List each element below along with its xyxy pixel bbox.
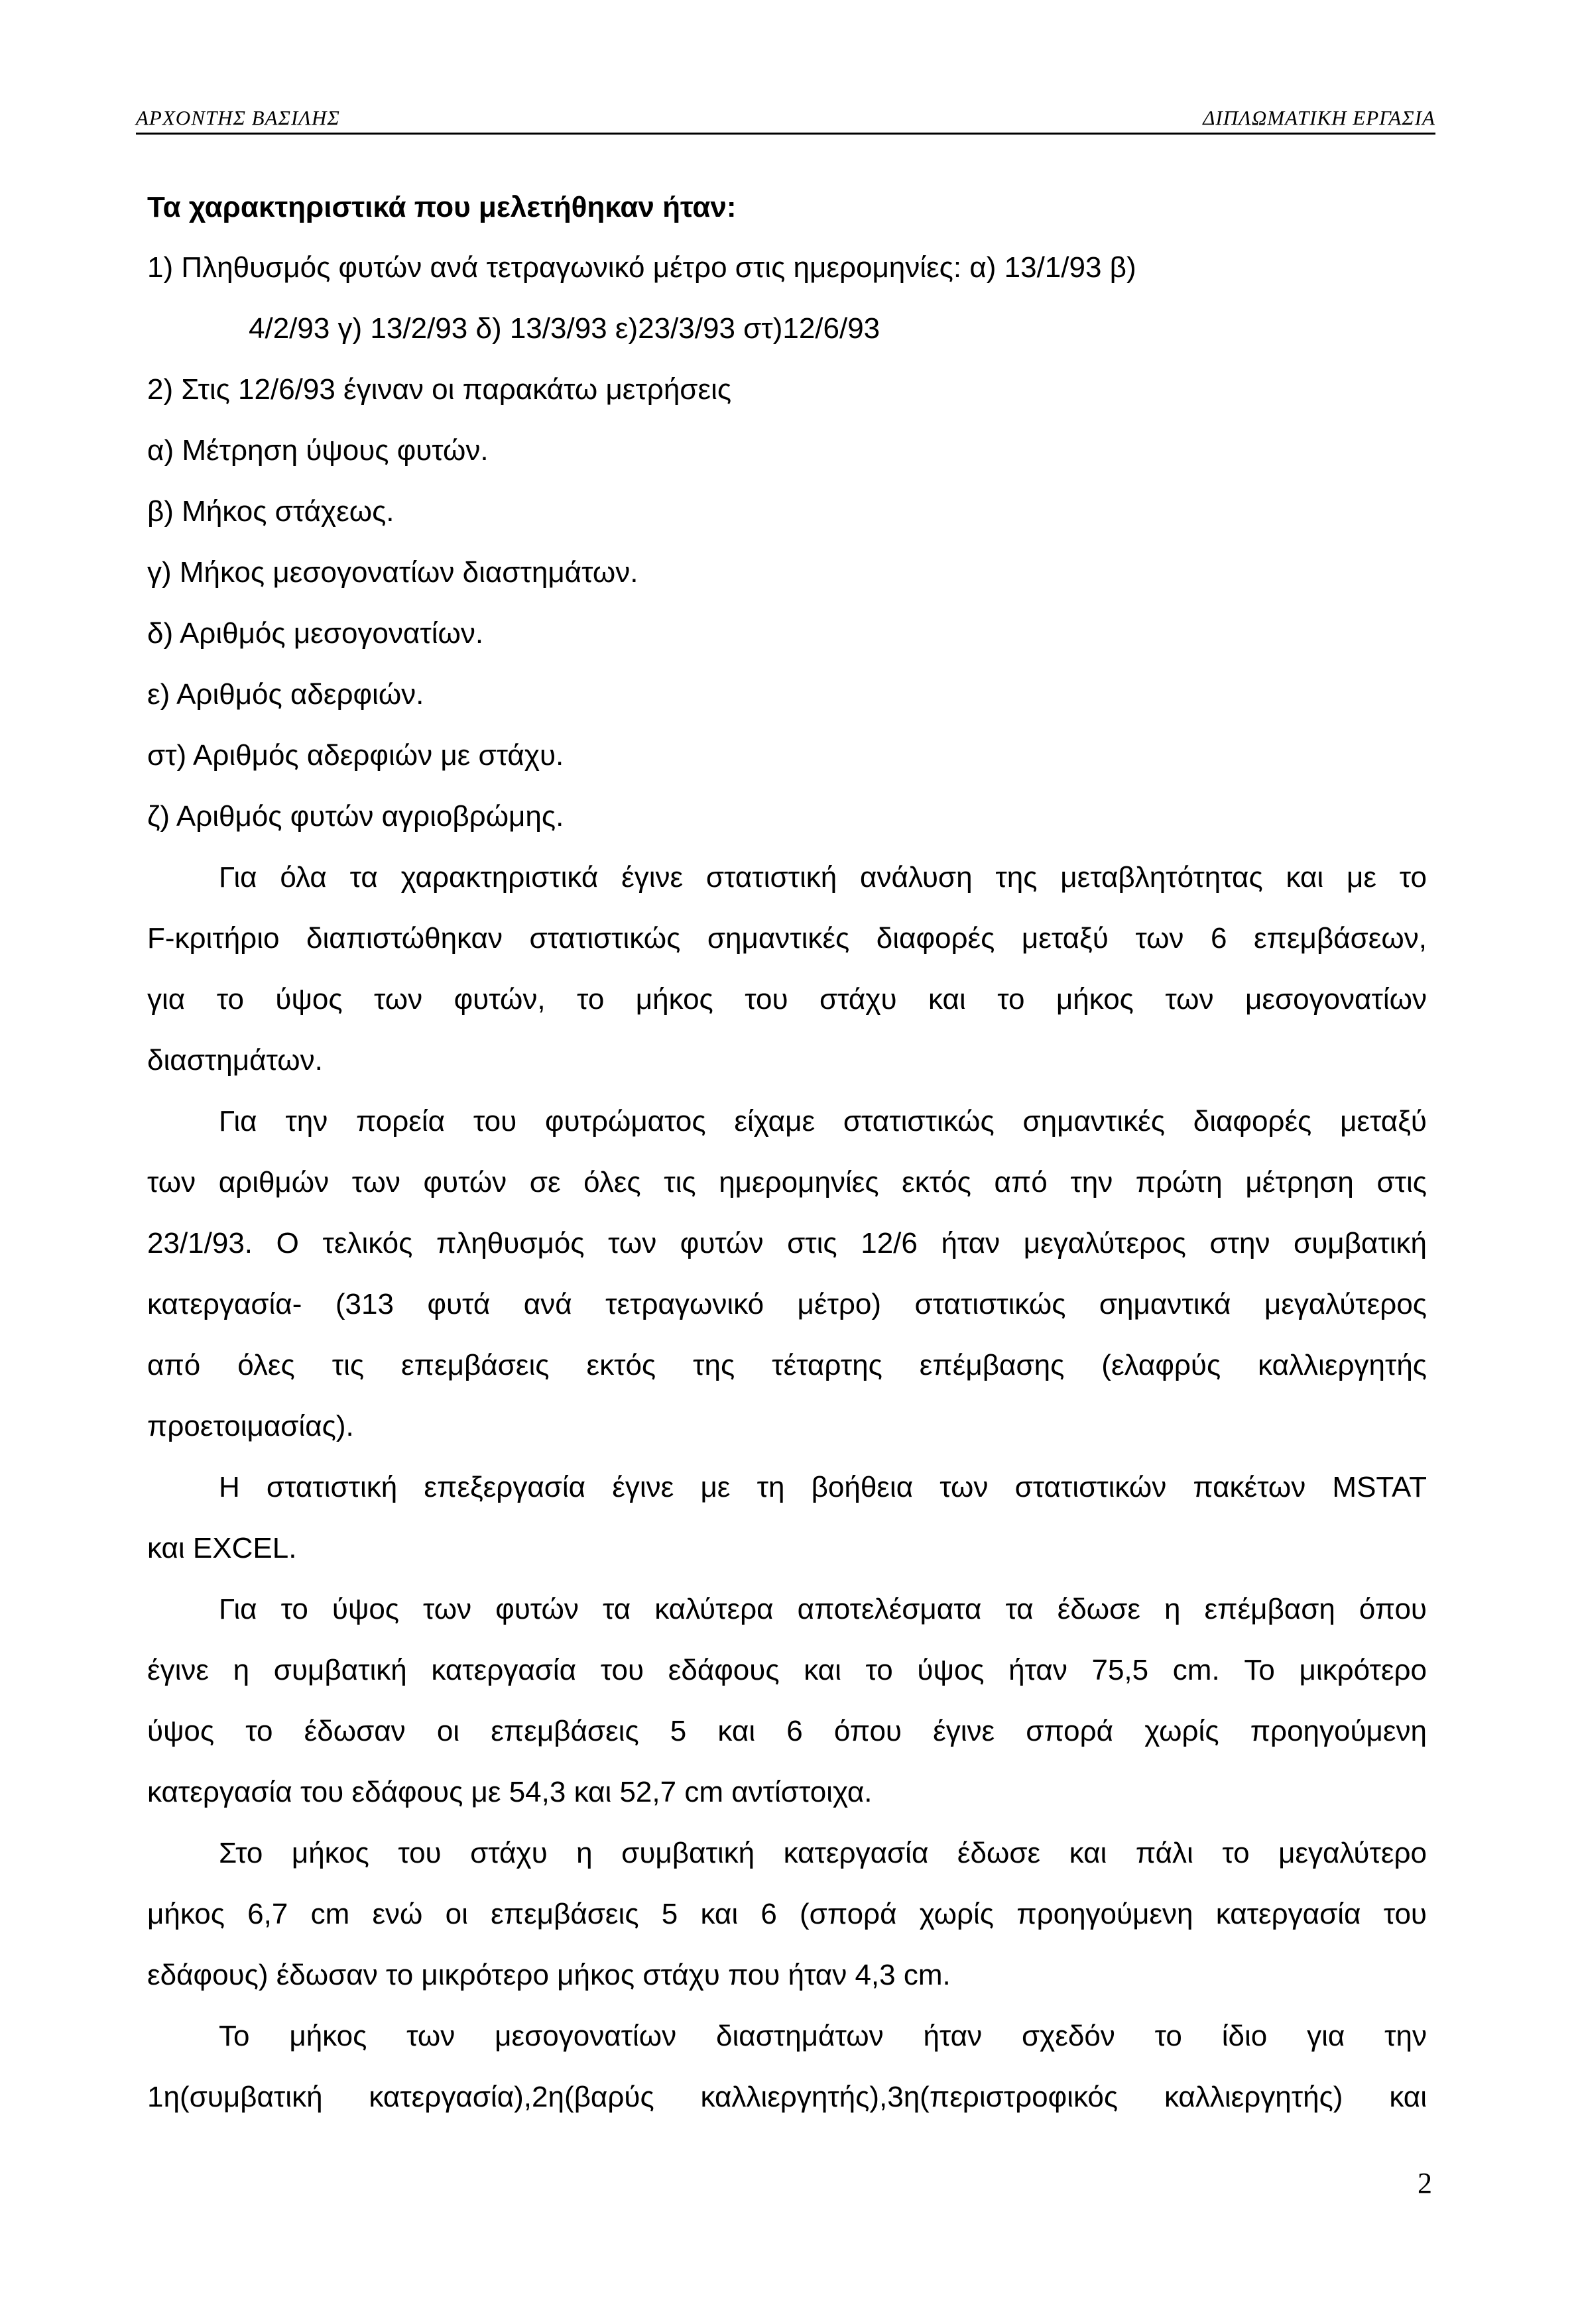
paragraph-line: F-κριτήριο διαπιστώθηκαν στατιστικώς σημαντικές διαφορές μεταξύ των 6 επεμβάσεων, (147, 922, 1427, 955)
paragraph-line: για το ύψος των φυτών, το μήκος του στάχυ και το μήκος των μεσογονατίων (147, 983, 1427, 1016)
list-item: δ) Αριθμός μεσογονατίων. (147, 617, 484, 650)
paragraph-line: των αριθμών των φυτών σε όλες τις ημερομηνίες εκτός από την πρώτη μέτρηση στις (147, 1166, 1427, 1198)
paragraph-line: 23/1/93. Ο τελικός πληθυσμός των φυτών στις 12/6 ήταν μεγαλύτερος στην συμβατική (147, 1227, 1427, 1259)
paragraph-line: 1η(συμβατική κατεργασία),2η(βαρύς καλλιεργητής),3η(περιστροφικός καλλιεργητής) και (147, 2081, 1427, 2113)
list-item: ε) Αριθμός αδερφιών. (147, 678, 424, 711)
paragraph-line: και EXCEL. (147, 1532, 297, 1564)
list-item: 2) Στις 12/6/93 έγιναν οι παρακάτω μετρήσεις (147, 373, 732, 406)
list-item: γ) Μήκος μεσογονατίων διαστημάτων. (147, 556, 638, 589)
paragraph-line: από όλες τις επεμβάσεις εκτός της τέταρτης επέμβασης (ελαφρύς καλλιεργητής (147, 1349, 1427, 1381)
paragraph-line: ύψος το έδωσαν οι επεμβάσεις 5 και 6 όπου έγινε σπορά χωρίς προηγούμενη (147, 1715, 1427, 1747)
paragraph-line: κατεργασία- (313 φυτά ανά τετραγωνικό μέτρο) στατιστικώς σημαντικά μεγαλύτερος (147, 1288, 1427, 1320)
list-item: β) Μήκος στάχεως. (147, 495, 394, 528)
header-author: ΑΡΧΟΝΤΗΣ ΒΑΣΙΛΗΣ (136, 106, 340, 129)
paragraph-line: προετοιμασίας). (147, 1410, 354, 1442)
list-item: α) Μέτρηση ύψους φυτών. (147, 434, 489, 467)
page-number: 2 (1418, 2167, 1432, 2199)
running-header (136, 99, 1435, 135)
list-item: στ) Αριθμός αδερφιών με στάχυ. (147, 739, 564, 772)
list-item: ζ) Αριθμός φυτών αγριοβρώμης. (147, 800, 564, 833)
paragraph-line: έγινε η συμβατική κατεργασία του εδάφους και το ύψος ήταν 75,5 cm. Το μικρότερο (147, 1654, 1427, 1686)
list-item-continuation: 4/2/93 γ) 13/2/93 δ) 13/3/93 ε)23/3/93 στ)12/6/93 (249, 312, 880, 345)
list-item: 1) Πληθυσμός φυτών ανά τετραγωνικό μέτρο στις ημερομηνίες: α) 13/1/93 β) (147, 251, 1136, 284)
paragraph-line: Για την πορεία του φυτρώματος είχαμε στατιστικώς σημαντικές διαφορές μεταξύ (219, 1105, 1427, 1137)
paragraph-line: Στο μήκος του στάχυ η συμβατική κατεργασία έδωσε και πάλι το μεγαλύτερο (219, 1837, 1427, 1869)
paragraph-line: εδάφους) έδωσαν το μικρότερο μήκος στάχυ που ήταν 4,3 cm. (147, 1959, 951, 1991)
paragraph-line: διαστημάτων. (147, 1044, 323, 1076)
paragraph-line: Το μήκος των μεσογονατίων διαστημάτων ήταν σχεδόν το ίδιο για την (219, 2020, 1427, 2052)
paragraph-line: μήκος 6,7 cm ενώ οι επεμβάσεις 5 και 6 (σπορά χωρίς προηγούμενη κατεργασία του (147, 1898, 1427, 1930)
section-heading: Τα χαρακτηριστικά που μελετήθηκαν ήταν: (147, 191, 737, 223)
header-document-type: ΔΙΠΛΩΜΑΤΙΚΗ ΕΡΓΑΣΙΑ (1203, 106, 1435, 129)
paragraph-line: Για όλα τα χαρακτηριστικά έγινε στατιστική ανάλυση της μεταβλητότητας και με το (219, 861, 1427, 894)
paragraph-line: κατεργασία του εδάφους με 54,3 και 52,7 cm αντίστοιχα. (147, 1776, 873, 1808)
paragraph-line: Για το ύψος των φυτών τα καλύτερα αποτελέσματα τα έδωσε η επέμβαση όπου (219, 1593, 1427, 1625)
paragraph-line: Η στατιστική επεξεργασία έγινε με τη βοήθεια των στατιστικών πακέτων MSTAT (219, 1471, 1427, 1503)
document-body (147, 178, 1427, 2128)
